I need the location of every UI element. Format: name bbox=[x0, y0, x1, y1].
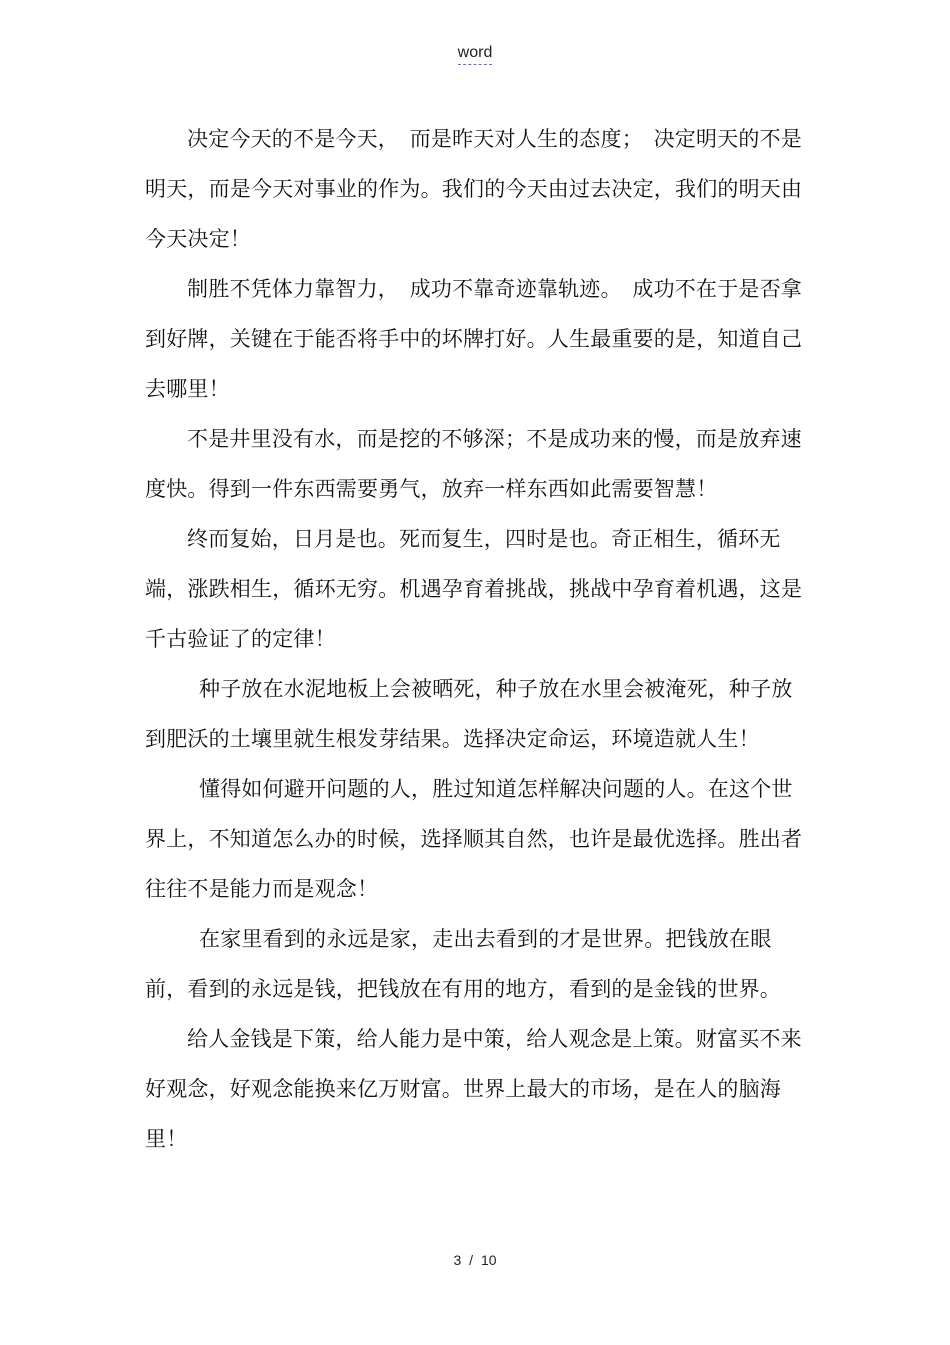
paragraph-2: 制胜不凭体力靠智力， 成功不靠奇迹靠轨迹。 成功不在于是否拿到好牌，关键在于能否将手中的坏牌打好。人生最重要的是，知道自己去哪里！ bbox=[145, 277, 803, 401]
paragraph-4: 终而复始，日月是也。死而复生，四时是也。奇正相生，循环无端，涨跌相生，循环无穷。机遇孕育着挑战，挑战中孕育着机遇，这是千古验证了的定律！ bbox=[145, 527, 803, 651]
page-header bbox=[0, 43, 950, 65]
paragraph-8: 给人金钱是下策，给人能力是中策，给人观念是上策。财富买不来好观念，好观念能换来亿万财富。世界上最大的市场，是在人的脑海里！ bbox=[145, 1027, 802, 1151]
paragraph-6: 懂得如何避开问题的人，胜过知道怎样解决问题的人。在这个世界上，不知道怎么办的时候，选择顺其自然，也许是最优选择。胜出者往往不是能力而是观念！ bbox=[145, 777, 803, 901]
page-number: 3 / 10 bbox=[453, 1252, 497, 1268]
paragraph-3: 不是井里没有水，而是挖的不够深；不是成功来的慢，而是放弃速度快。得到一件东西需要勇气，放弃一样东西如此需要智慧！ bbox=[145, 427, 802, 501]
paragraph-5: 种子放在水泥地板上会被晒死，种子放在水里会被淹死，种子放到肥沃的土壤里就生根发芽结果。选择决定命运，环境造就人生！ bbox=[145, 677, 793, 751]
header-title: word bbox=[458, 43, 493, 65]
paragraph-7: 在家里看到的永远是家，走出去看到的才是世界。把钱放在眼前，看到的永远是钱，把钱放在有用的地方，看到的是金钱的世界。 bbox=[145, 927, 781, 1001]
page-footer bbox=[0, 1251, 950, 1269]
document-body bbox=[145, 114, 810, 1164]
paragraph-1: 决定今天的不是今天， 而是昨天对人生的态度； 决定明天的不是明天，而是今天对事业的作为。我们的今天由过去决定，我们的明天由今天决定！ bbox=[145, 127, 803, 251]
